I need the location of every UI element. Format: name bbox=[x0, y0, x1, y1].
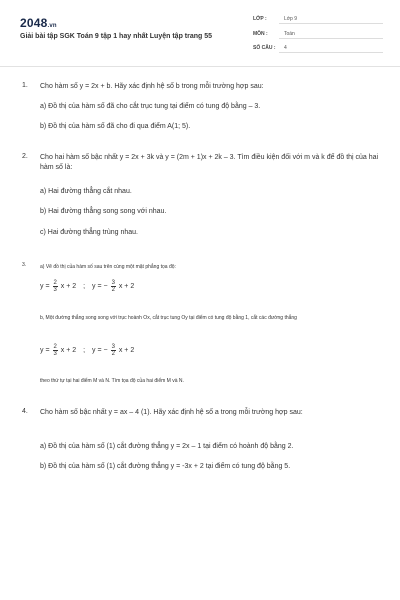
fraction bbox=[111, 280, 116, 293]
formula-rhs: x + 2 bbox=[118, 347, 135, 354]
fraction bbox=[53, 280, 58, 293]
meta-subject-value: Toán bbox=[284, 31, 295, 37]
fraction bbox=[111, 344, 116, 357]
meta-subject-label: MÔN : bbox=[253, 31, 268, 37]
formula-rhs: x + 2 bbox=[60, 283, 77, 290]
denominator: 2 bbox=[111, 287, 115, 293]
header-divider bbox=[0, 66, 400, 67]
question-stem: a) Vẽ đồ thị của hàm số sau trên cùng một mặt phẳng tọa độ: bbox=[40, 264, 176, 270]
formula-lhs: y = bbox=[40, 347, 50, 354]
document-title: Giải bài tập SGK Toán 9 tập 1 hay nhất Luyện tập trang 55 bbox=[20, 33, 213, 40]
formula-rhs: x + 2 bbox=[60, 347, 77, 354]
question-item: b) Hai đường thẳng song song với nhau. bbox=[40, 208, 167, 215]
question-tail: theo thứ tự tại hai điểm M và N. Tìm tọa độ của hai điểm M và N. bbox=[40, 378, 184, 384]
numerator: 2 bbox=[53, 344, 57, 350]
numerator: 3 bbox=[111, 280, 115, 286]
logo-text: 2048 bbox=[20, 16, 48, 30]
formula-separator: ; bbox=[83, 283, 86, 290]
question-item: b) Đồ thị của hàm số (1) cắt đường thẳng y = -3x + 2 tại điểm có tung độ bằng 5. bbox=[40, 463, 291, 470]
meta-grade-label: LỚP : bbox=[253, 16, 267, 22]
fraction bbox=[53, 344, 58, 357]
question-number: 2. bbox=[22, 153, 28, 160]
numerator: 2 bbox=[53, 280, 57, 286]
question-item: a) Hai đường thẳng cắt nhau. bbox=[40, 188, 132, 195]
denominator: 2 bbox=[111, 351, 115, 357]
question-stem: Cho hàm số bậc nhất y = ax – 4 (1). Hãy xác định hệ số a trong mỗi trường hợp sau: bbox=[40, 409, 303, 416]
denominator: 3 bbox=[53, 351, 57, 357]
logo-tld: .vn bbox=[47, 23, 57, 29]
question-item: b) Đồ thị của hàm số đã cho đi qua điểm A(1; 5). bbox=[40, 123, 191, 130]
meta-subject-underline bbox=[279, 38, 383, 39]
meta-grade-value: Lớp 9 bbox=[284, 16, 298, 22]
formula-rhs: x + 2 bbox=[118, 283, 135, 290]
meta-count-label: SỐ CÂU : bbox=[253, 45, 276, 51]
meta-count-value: 4 bbox=[284, 45, 287, 51]
site-logo[interactable] bbox=[20, 16, 57, 30]
denominator: 3 bbox=[53, 287, 57, 293]
formula-separator: ; bbox=[83, 347, 86, 354]
formula-lhs: y = − bbox=[92, 347, 108, 354]
formula-lhs: y = − bbox=[92, 283, 108, 290]
question-stem: Cho hàm số y = 2x + b. Hãy xác định hệ số b trong mỗi trường hợp sau: bbox=[40, 83, 264, 90]
page-header bbox=[0, 0, 400, 64]
question-number: 1. bbox=[22, 82, 28, 89]
question-number: 4. bbox=[22, 408, 28, 415]
question-item: a) Đồ thị của hàm số đã cho cắt trục tung tại điểm có tung độ bằng – 3. bbox=[40, 103, 261, 110]
formula-line-2 bbox=[40, 344, 134, 357]
numerator: 3 bbox=[111, 344, 115, 350]
question-part-b: b, Một đường thẳng song song với trục hoành Ox, cắt trục tung Oy tại điểm có tung độ bằng 1, cắt các đường thẳng bbox=[40, 315, 297, 321]
formula-lhs: y = bbox=[40, 283, 50, 290]
question-item: c) Hai đường thẳng trùng nhau. bbox=[40, 229, 139, 236]
question-item: a) Đồ thị của hàm số (1) cắt đường thẳng y = 2x – 1 tại điểm có hoành độ bằng 2. bbox=[40, 443, 294, 450]
question-stem: Cho hai hàm số bậc nhất y = 2x + 3k và y = (2m + 1)x + 2k – 3. Tìm điều kiện đối với m và k để đồ thị của hai hàm số là: bbox=[40, 154, 379, 171]
meta-count-underline bbox=[279, 52, 383, 53]
meta-grade-underline bbox=[279, 23, 383, 24]
question-number: 3. bbox=[22, 262, 27, 268]
formula-line-1 bbox=[40, 280, 134, 293]
